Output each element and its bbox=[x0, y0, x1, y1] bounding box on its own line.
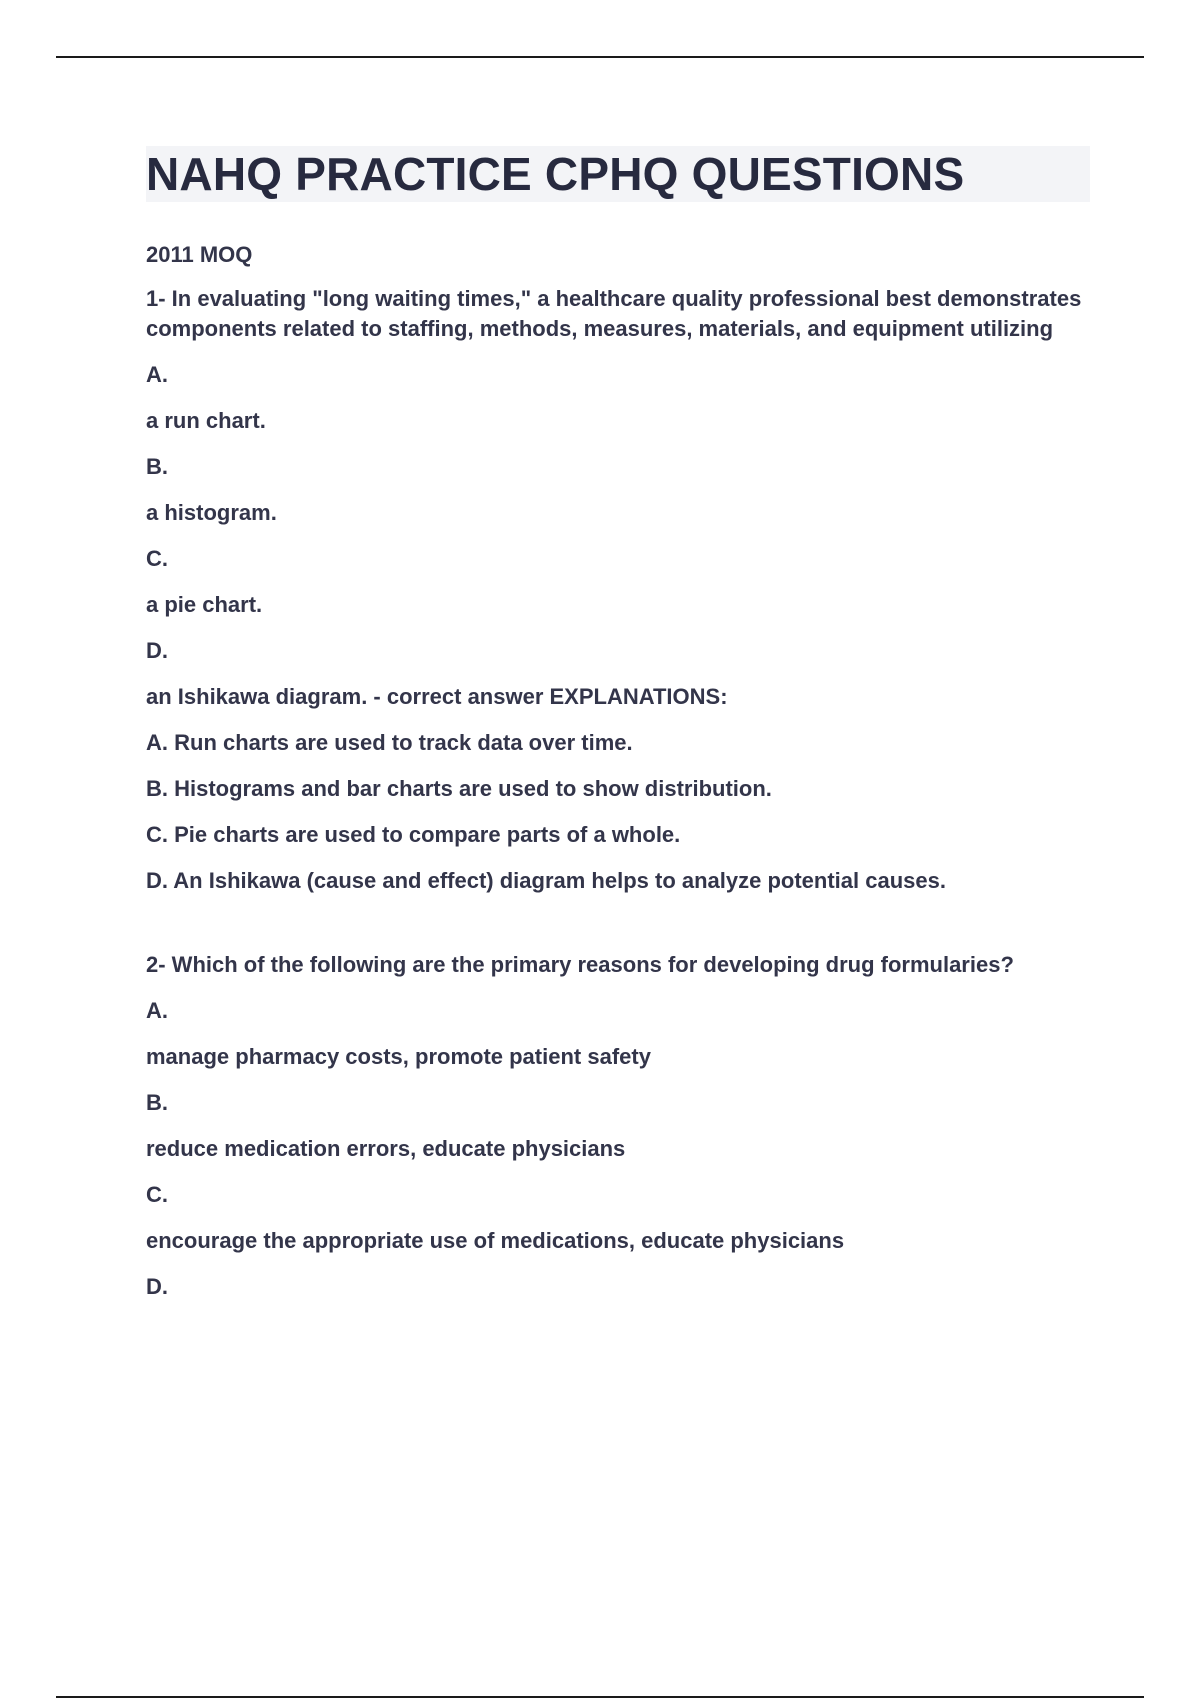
q1-option-d-text: an Ishikawa diagram. - correct answer EXPLANATIONS: bbox=[146, 684, 728, 709]
document-body bbox=[146, 146, 1090, 1318]
q1-explanation-c: C. Pie charts are used to compare parts of a whole. bbox=[146, 822, 681, 847]
q1-explanation-a: A. Run charts are used to track data over time. bbox=[146, 730, 633, 755]
q1-option-b-letter: B. bbox=[146, 454, 168, 479]
q2-option-d-letter: D. bbox=[146, 1274, 168, 1299]
q1-option-b-text: a histogram. bbox=[146, 500, 277, 525]
q1-option-c-text: a pie chart. bbox=[146, 592, 263, 617]
q2-option-a-text: manage pharmacy costs, promote patient safety bbox=[146, 1044, 651, 1069]
bottom-rule bbox=[56, 1696, 1144, 1698]
title-band bbox=[146, 146, 1090, 202]
q1-option-d-letter: D. bbox=[146, 638, 168, 663]
q2-option-a-letter: A. bbox=[146, 998, 168, 1023]
top-rule bbox=[56, 56, 1144, 58]
subtitle: 2011 MOQ bbox=[146, 242, 253, 267]
q2-option-c-letter: C. bbox=[146, 1182, 168, 1207]
question-spacer bbox=[146, 912, 1090, 950]
q2-option-b-text: reduce medication errors, educate physicians bbox=[146, 1136, 626, 1161]
q1-option-a-letter: A. bbox=[146, 362, 168, 387]
q2-option-c-text: encourage the appropriate use of medications, educate physicians bbox=[146, 1228, 845, 1253]
q1-explanation-b: B. Histograms and bar charts are used to show distribution. bbox=[146, 776, 772, 801]
q1-explanation-d: D. An Ishikawa (cause and effect) diagram helps to analyze potential causes. bbox=[146, 868, 946, 893]
q1-option-a-text: a run chart. bbox=[146, 408, 266, 433]
q1-option-c-letter: C. bbox=[146, 546, 168, 571]
q2-option-b-letter: B. bbox=[146, 1090, 168, 1115]
page-title: NAHQ PRACTICE CPHQ QUESTIONS bbox=[146, 148, 965, 200]
question-2-prompt: 2- Which of the following are the primary reasons for developing drug formularies? bbox=[146, 952, 1014, 977]
question-1-prompt: 1- In evaluating "long waiting times," a healthcare quality professional best demonstrates components related to staffing, methods, measures, materials, and equipment utilizing bbox=[146, 286, 1082, 341]
